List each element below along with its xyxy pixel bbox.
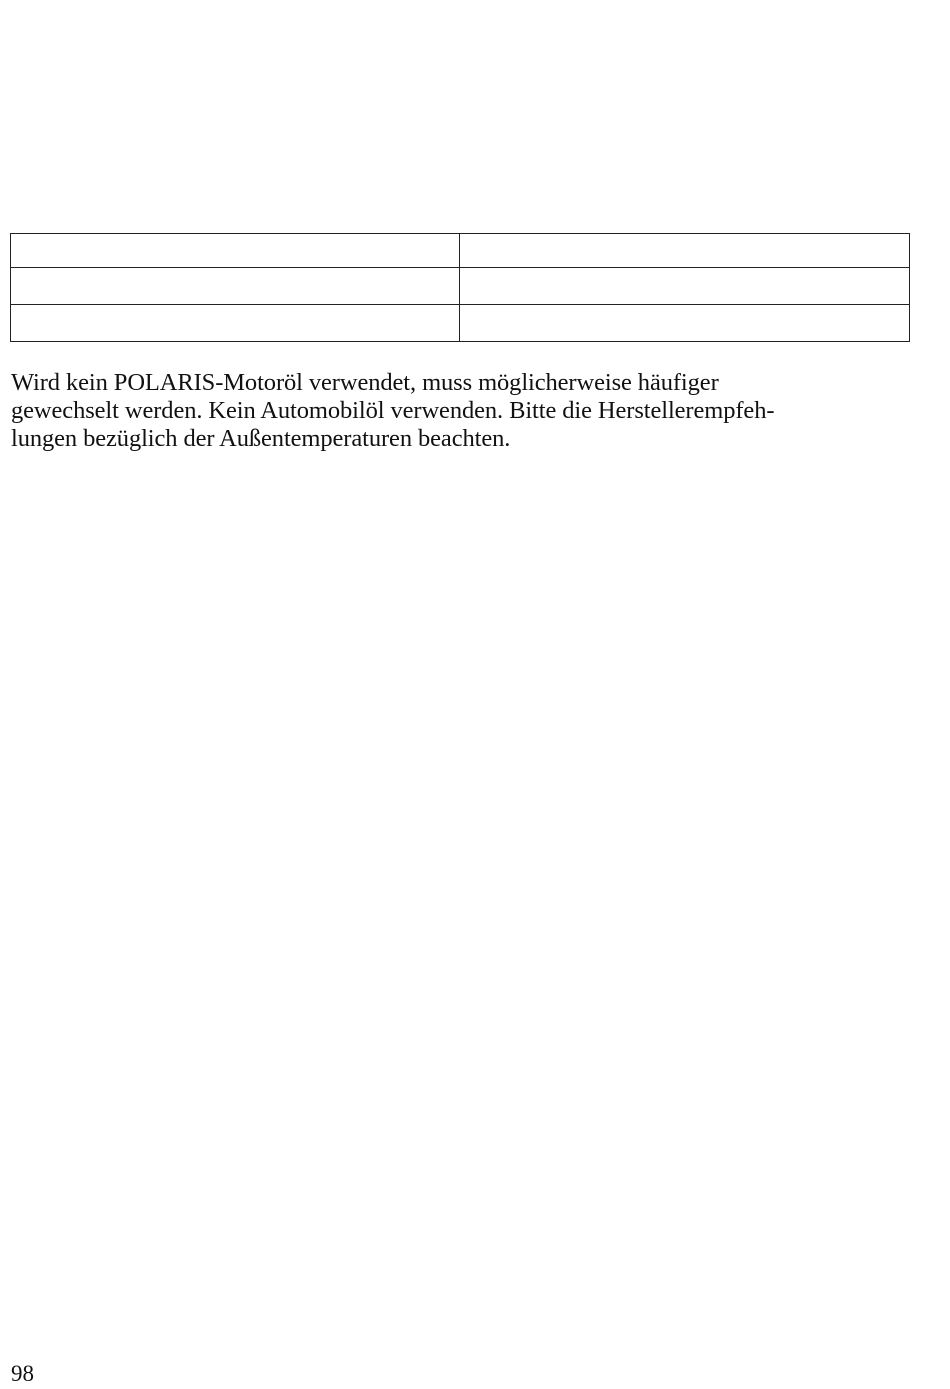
note-line: lungen bezüglich der Außentemperaturen beachten. [11,425,511,452]
table-cell [460,305,910,342]
table-row [11,305,910,342]
note-line: gewechselt werden. Kein Automobilöl verwenden. Bitte die Herstellerempfeh- [11,397,775,424]
table-cell [460,234,910,268]
table-cell [11,234,460,268]
table-cell [11,305,460,342]
note-line: Wird kein POLARIS-Motoröl verwendet, muss möglicherweise häufiger [11,369,719,396]
table-cell [11,268,460,305]
page-number: 98 [11,1361,34,1386]
table-row [11,268,910,305]
specification-table [10,233,910,342]
table-row [11,234,910,268]
table-cell [460,268,910,305]
oil-note-paragraph [11,369,911,453]
